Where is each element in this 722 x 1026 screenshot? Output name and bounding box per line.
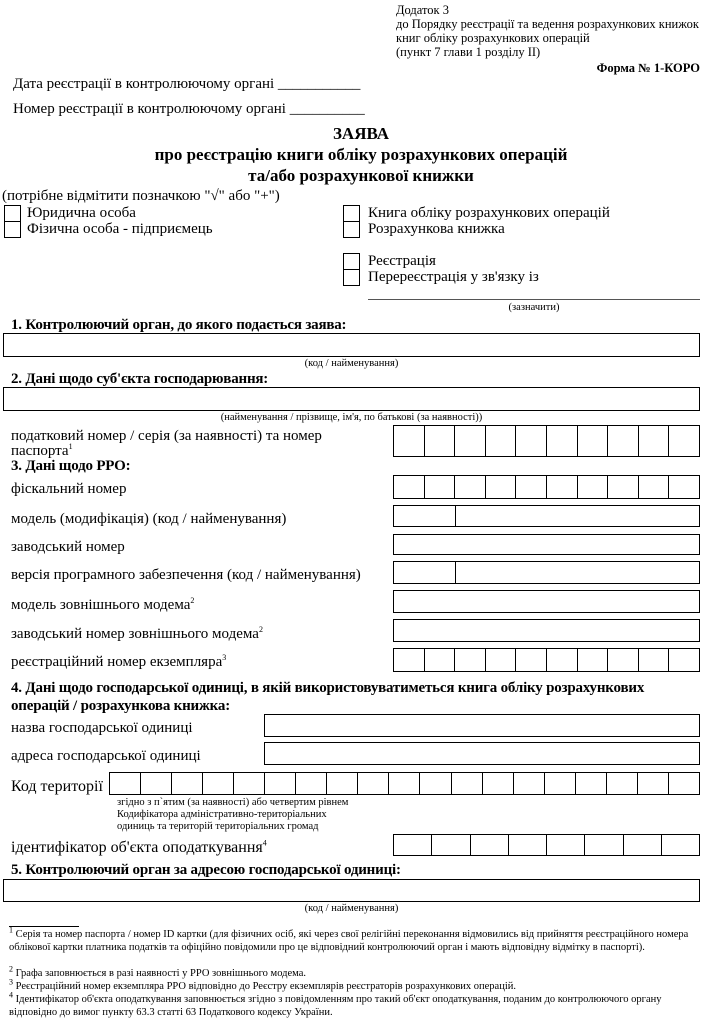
- footnote-4: [9, 990, 699, 1019]
- model-field[interactable]: [393, 505, 700, 527]
- footnote-number: 3: [9, 977, 13, 987]
- char-cell[interactable]: [607, 773, 638, 794]
- footnote-2: [9, 964, 709, 980]
- char-cell[interactable]: [452, 773, 483, 794]
- section3-heading: 3. Дані щодо РРО:: [11, 458, 131, 474]
- tax-number-label-text: паспорта: [11, 443, 69, 459]
- serial-number-label: заводський номер: [11, 539, 125, 555]
- instance-reg-cells[interactable]: [393, 648, 700, 672]
- software-code-field[interactable]: [394, 562, 456, 583]
- fiscal-number-cells[interactable]: [393, 475, 700, 499]
- checkbox-individual-entrepreneur[interactable]: [4, 221, 21, 238]
- appendix-line: книг обліку розрахункових операцій: [396, 31, 590, 45]
- document-title: ЗАЯВА: [332, 124, 390, 143]
- char-cell[interactable]: [514, 773, 545, 794]
- mark-instructions: (потрібне відмітити позначкою "√" або "+"): [2, 188, 280, 204]
- checkbox-reregistration[interactable]: [343, 269, 360, 286]
- char-cell[interactable]: [608, 649, 639, 671]
- char-cell[interactable]: [483, 773, 514, 794]
- char-cell[interactable]: [509, 835, 547, 855]
- char-cell[interactable]: [662, 835, 699, 855]
- char-cell[interactable]: [669, 426, 699, 456]
- tax-number-label: податковий номер / серія (за наявності) та номер: [11, 428, 322, 444]
- char-cell[interactable]: [547, 649, 578, 671]
- checkbox-registration[interactable]: [343, 253, 360, 270]
- char-cell[interactable]: [578, 426, 609, 456]
- char-cell[interactable]: [455, 426, 486, 456]
- modem-model-field[interactable]: [393, 590, 700, 613]
- char-cell[interactable]: [394, 835, 432, 855]
- char-cell[interactable]: [639, 649, 670, 671]
- char-cell[interactable]: [358, 773, 389, 794]
- unit-name-label: назва господарської одиниці: [11, 720, 193, 736]
- specify-hint: (зазначити): [508, 302, 560, 313]
- software-version-label: версія програмного забезпечення (код / найменування): [11, 567, 361, 583]
- footnote-text: Графа заповнюється в разі наявності у РРО зовнішнього модема.: [15, 968, 307, 979]
- char-cell[interactable]: [110, 773, 141, 794]
- char-cell[interactable]: [578, 649, 609, 671]
- char-cell[interactable]: [516, 426, 547, 456]
- territory-hint-line: Кодифікатора адміністративно-територіальних: [117, 809, 327, 820]
- footnote-number: 2: [9, 964, 13, 974]
- footnote-text: Ідентифікатор об'єкта оподаткування заповнюється згідно з повідомленням про такий об'єкт оподаткування, поданим до контролюючого органу відповідно до вимог пункту 63.3 статті 63 Податкового кодексу України.: [9, 994, 662, 1018]
- section1-heading: 1. Контролюючий орган, до якого подається заява:: [11, 317, 347, 333]
- char-cell[interactable]: [578, 476, 609, 498]
- checkbox-label: Книга обліку розрахункових операцій: [368, 205, 610, 221]
- char-cell[interactable]: [486, 426, 517, 456]
- checkbox-label: Розрахункова книжка: [368, 221, 505, 237]
- appendix-label: Додаток 3: [396, 3, 449, 17]
- tax-object-label-text: ідентифікатор об'єкта оподаткування: [11, 839, 263, 856]
- char-cell[interactable]: [425, 476, 456, 498]
- char-cell[interactable]: [172, 773, 203, 794]
- footnote-number: 4: [9, 990, 13, 1000]
- territory-hint-line: одиниць та територій територіальних громад: [117, 821, 319, 832]
- char-cell[interactable]: [425, 426, 456, 456]
- section2-hint: (найменування / прізвище, ім'я, по батькові (за наявності)): [220, 412, 483, 423]
- char-cell[interactable]: [265, 773, 296, 794]
- char-cell[interactable]: [516, 649, 547, 671]
- form-number: Форма № 1-КОРО: [596, 61, 700, 75]
- char-cell[interactable]: [669, 773, 699, 794]
- footnote-text: Серія та номер паспорта / номер ID картки (для фізичних осіб, які через свої релігійні переконання відмовились від прийняття реєстраційного номера облікової картки платника податків та офіційно повідомили про це відповідний контролюючий орган і мають відповідну відмітку в паспорті).: [9, 929, 689, 953]
- footnote-3: [9, 977, 709, 993]
- char-cell[interactable]: [234, 773, 265, 794]
- modem-model-label: [11, 597, 194, 614]
- char-cell[interactable]: [455, 649, 486, 671]
- registration-number-field[interactable]: __________: [289, 101, 365, 117]
- footnote-ref: 4: [262, 838, 267, 848]
- document-subtitle-line2: та/або розрахункової книжки: [248, 166, 474, 185]
- section5-hint: (код / найменування): [304, 903, 399, 914]
- footnote-ref: 1: [68, 442, 73, 451]
- char-cell[interactable]: [296, 773, 327, 794]
- instance-reg-label: [11, 654, 226, 671]
- char-cell[interactable]: [203, 773, 234, 794]
- controlling-authority-field[interactable]: [3, 333, 700, 357]
- char-cell[interactable]: [516, 476, 547, 498]
- modem-serial-label: [11, 626, 263, 643]
- char-cell[interactable]: [547, 426, 578, 456]
- registration-number-label: Номер реєстрації в контролюючому органі: [13, 101, 286, 117]
- footnote-1: [9, 925, 689, 954]
- checkbox-legal-entity[interactable]: [4, 205, 21, 222]
- territory-code-label: Код території: [11, 778, 103, 795]
- char-cell[interactable]: [576, 773, 607, 794]
- char-cell[interactable]: [624, 835, 662, 855]
- checkbox-accounting-book[interactable]: [343, 205, 360, 222]
- registration-date-label: Дата реєстрації в контролюючому органі: [13, 76, 275, 92]
- footnote-ref: 2: [258, 625, 263, 634]
- territory-code-cells[interactable]: [109, 772, 700, 795]
- char-cell[interactable]: [638, 773, 669, 794]
- tax-object-cells[interactable]: [393, 834, 700, 856]
- char-cell[interactable]: [486, 476, 517, 498]
- char-cell[interactable]: [420, 773, 451, 794]
- footnote-number: 1: [9, 925, 13, 935]
- instance-reg-label-text: реєстраційний номер екземпляра: [11, 654, 223, 670]
- tax-object-label: [11, 839, 267, 856]
- char-cell[interactable]: [141, 773, 172, 794]
- char-cell[interactable]: [547, 476, 578, 498]
- char-cell[interactable]: [327, 773, 358, 794]
- software-version-field[interactable]: [393, 561, 700, 584]
- appendix-line: (пункт 7 глави 1 розділу ІІ): [396, 45, 541, 59]
- section1-hint: (код / найменування): [304, 358, 399, 369]
- char-cell[interactable]: [585, 835, 623, 855]
- char-cell[interactable]: [547, 835, 585, 855]
- char-cell[interactable]: [432, 835, 470, 855]
- fiscal-number-label: фіскальний номер: [11, 481, 127, 497]
- char-cell[interactable]: [608, 426, 639, 456]
- checkbox-label: Фізична особа - підприємець: [27, 221, 213, 237]
- footnote-separator: [9, 926, 79, 927]
- unit-name-field[interactable]: [264, 714, 700, 737]
- registration-number: [13, 101, 365, 118]
- section4-heading-line1: 4. Дані щодо господарської одиниці, в якій використовуватиметься книга обліку розрахункових: [11, 680, 645, 696]
- footnote-ref: 3: [222, 653, 227, 662]
- document-subtitle-line1: про реєстрацію книги обліку розрахункових операцій: [154, 145, 568, 164]
- model-code-field[interactable]: [394, 506, 456, 526]
- model-name-field[interactable]: [456, 506, 699, 526]
- unit-controlling-authority-field[interactable]: [3, 879, 700, 902]
- footnote-text: Реєстраційний номер екземпляра РРО відповідно до Реєстру екземплярів реєстраторів розрахункових операцій.: [15, 981, 516, 992]
- checkbox-label: Юридична особа: [27, 205, 136, 221]
- checkbox-label: Перереєстрація у зв'язку із: [368, 269, 539, 285]
- tax-number-cells[interactable]: [393, 425, 700, 457]
- registration-date: [13, 76, 360, 93]
- char-cell[interactable]: [394, 649, 425, 671]
- territory-hint-line: згідно з п`ятим (за наявності) або четвертим рівнем: [117, 797, 349, 808]
- serial-number-field[interactable]: [393, 534, 700, 555]
- reregistration-reason-field[interactable]: [368, 299, 700, 300]
- char-cell[interactable]: [669, 649, 699, 671]
- char-cell[interactable]: [394, 426, 425, 456]
- software-name-field[interactable]: [456, 562, 699, 583]
- char-cell[interactable]: [471, 835, 509, 855]
- modem-serial-field[interactable]: [393, 619, 700, 642]
- char-cell[interactable]: [545, 773, 576, 794]
- char-cell[interactable]: [639, 426, 670, 456]
- char-cell[interactable]: [394, 476, 425, 498]
- section5-heading: 5. Контролюючий орган за адресою господарської одиниці:: [11, 862, 401, 878]
- char-cell[interactable]: [669, 476, 699, 498]
- business-entity-field[interactable]: [3, 387, 700, 411]
- section4-heading-line2: операцій / розрахункова книжка:: [11, 698, 230, 714]
- char-cell[interactable]: [425, 649, 456, 671]
- footnote-ref: 2: [190, 596, 195, 605]
- checkbox-label: Реєстрація: [368, 253, 436, 269]
- checkbox-settlement-book[interactable]: [343, 221, 360, 238]
- appendix-line: до Порядку реєстрації та ведення розрахункових книжок: [396, 17, 699, 31]
- unit-address-field[interactable]: [264, 742, 700, 765]
- unit-address-label: адреса господарської одиниці: [11, 748, 201, 764]
- char-cell[interactable]: [639, 476, 670, 498]
- char-cell[interactable]: [486, 649, 517, 671]
- section2-heading: 2. Дані щодо суб'єкта господарювання:: [11, 371, 269, 387]
- char-cell[interactable]: [608, 476, 639, 498]
- modem-serial-label-text: заводський номер зовнішнього модема: [11, 626, 259, 642]
- model-label: модель (модифікація) (код / найменування): [11, 511, 287, 527]
- modem-model-label-text: модель зовнішнього модема: [11, 597, 191, 613]
- char-cell[interactable]: [389, 773, 420, 794]
- registration-date-field[interactable]: ___________: [277, 76, 361, 92]
- char-cell[interactable]: [455, 476, 486, 498]
